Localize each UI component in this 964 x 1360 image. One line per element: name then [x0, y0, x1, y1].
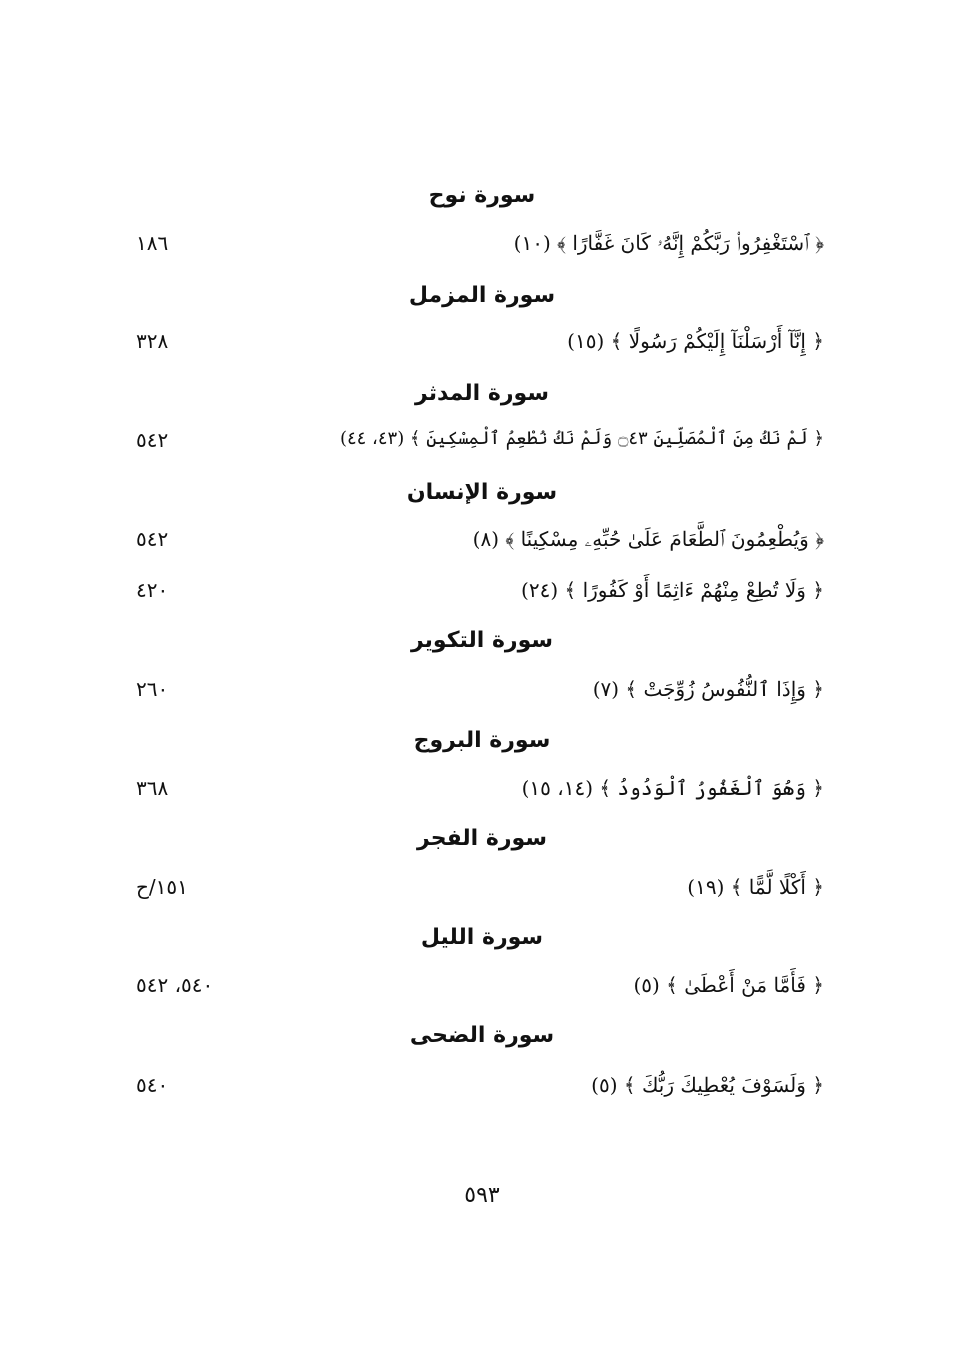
- page-reference: ٣٦٨: [136, 776, 169, 800]
- verse-text: ﴿ وَإِذَا ٱلنُّفُوسُ زُوِّجَتْ ﴾ (٧): [592, 677, 824, 701]
- verse-text: ﴿ إِنَّآ أَرْسَلْنَآ إِلَيْكُمْ رَسُولًا ﴾ (١٥): [567, 329, 824, 353]
- page-reference: ٥٤٠: [136, 1073, 169, 1097]
- verse-text: ﴿ ٱسْتَغْفِرُوا۟ رَبَّكُمْ إِنَّهُۥ كَانَ غَفَّارًا ﴾ (١٠): [513, 231, 824, 255]
- verse-text: ﴿ وَيُطْعِمُونَ ٱلطَّعَامَ عَلَىٰ حُبِّهِۦ مِسْكِينًا ﴾ (٨): [472, 527, 824, 551]
- surah-heading: سورة المزمل: [408, 283, 556, 308]
- surah-heading: سورة التكوير: [410, 628, 554, 653]
- verse-text: ﴿ فَأَمَّا مَنْ أَعْطَىٰ ﴾ (٥): [633, 973, 824, 997]
- surah-heading: سورة البروج: [413, 728, 551, 753]
- page-reference: ١٨٦: [136, 231, 169, 255]
- page-reference: ٥٤٢: [136, 527, 169, 551]
- surah-heading: سورة نوح: [428, 183, 536, 208]
- page-reference: ١٥١/ح: [136, 875, 188, 899]
- verse-text: ﴿ وَهُوَ ٱلْغَفُورُ ٱلْوَدُودُ ﴾ (١٤، ١٥): [521, 776, 824, 800]
- surah-heading: سورة المدثر: [415, 381, 549, 406]
- verse-text: ﴿ وَلَسَوْفَ يُعْطِيكَ رَبُّكَ ﴾ (٥): [591, 1073, 824, 1097]
- verse-text: ﴿ وَلَا تُطِعْ مِنْهُمْ ءَاثِمًا أَوْ كَفُورًا ﴾ (٢٤): [521, 578, 824, 602]
- surah-heading: سورة الضحى: [409, 1023, 555, 1048]
- surah-heading: سورة الفجر: [417, 826, 547, 851]
- verse-text: ﴿ أَكْلًا لَّمًّا ﴾ (١٩): [687, 875, 824, 899]
- page-reference: ٥٤٠، ٥٤٢: [136, 973, 214, 997]
- page-number: ٥٩٣: [464, 1183, 500, 1208]
- page-reference: ٤٢٠: [136, 578, 169, 602]
- page-reference: ٢٦٠: [136, 677, 169, 701]
- page-reference: ٣٢٨: [136, 329, 169, 353]
- surah-heading: سورة الإنسان: [406, 480, 558, 505]
- surah-heading: سورة الليل: [420, 925, 544, 950]
- verse-text: ﴿ لَمْ نَكُ مِنَ ٱلْمُصَلِّينَ ۝٤٣ وَلَمْ نَكُ نُطْعِمُ ٱلْمِسْكِينَ ﴾ (٤٣، ٤٤): [339, 428, 824, 449]
- page-reference: ٥٤٢: [136, 428, 169, 452]
